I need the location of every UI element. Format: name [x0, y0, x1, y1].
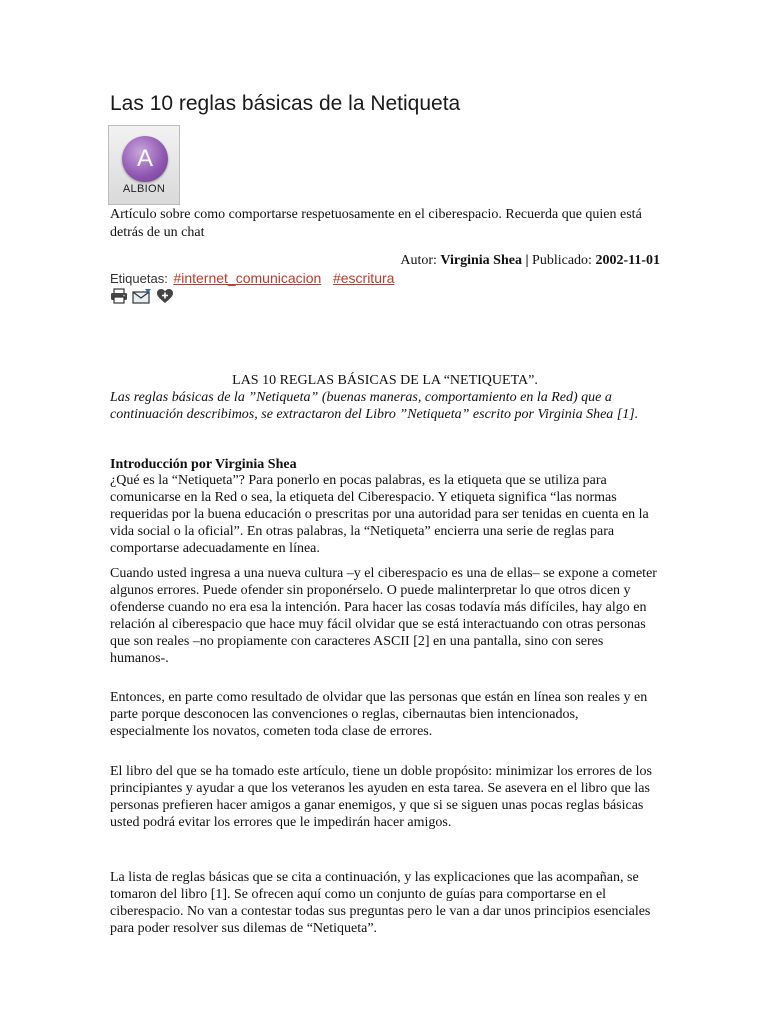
- published-date: 2002-11-01: [595, 253, 660, 268]
- body-paragraph: ¿Qué es la “Netiqueta”? Para ponerlo en pocas palabras, es la etiqueta que se utiliza para comunicarse en la Red o sea, la etiqueta del Ciberespacio. Y etiqueta significa “las normas requeridas por la buena educación o prescritas por una autoridad para ser tenidas en cuenta en la vida social o la oficial”. En otras palabras, la “Netiqueta” encierra una serie de reglas para comportarse adecuadamente en línea.: [110, 473, 649, 556]
- author-name[interactable]: Virginia Shea: [440, 253, 522, 268]
- logo-letter: A: [122, 136, 168, 182]
- document-heading: LAS 10 REGLAS BÁSICAS DE LA “NETIQUETA”.: [232, 373, 538, 388]
- logo-word: ALBION: [122, 183, 166, 195]
- body-paragraph: El libro del que se ha tomado este artículo, tiene un doble propósito: minimizar los errores de los principiantes y ayudar a que los veteranos les ayuden en esta tarea. Se asevera en el libro que las personas prefieren hacer amigos a ganar enemigos, y que si se siguen unas pocas reglas básicas usted podrá evitar los errores que le impedirán hacer amigos.: [110, 764, 652, 830]
- tag-link[interactable]: #internet_comunicacion: [173, 270, 322, 286]
- body-paragraph: Entonces, en parte como resultado de olvidar que las personas que están en línea son reales y en parte porque desconocen las convenciones o reglas, cibernautas bien intencionados, especialmente los novatos, cometen toda clase de errores.: [110, 690, 648, 739]
- section-heading: Introducción por Virginia Shea: [110, 457, 297, 472]
- body-paragraph: Cuando usted ingresa a una nueva cultura –y el ciberespacio es una de ellas– se expone a cometer algunos errores. Puede ofender sin proponérselo. O puede malinterpretar lo que otros dicen y ofenderse cuando no era esa la intención. Para hacer las cosas todavía más difíciles, hay algo en relación al ciberespacio que hace muy fácil olvidar que se está interactuando con otras personas que son reales –no propiamente con caracteres ASCII [2] en una pantalla, sino con seres humanos-.: [110, 566, 657, 666]
- printer-icon[interactable]: [110, 288, 128, 304]
- document-intro: Las reglas básicas de la ”Netiqueta” (buenas maneras, comportamiento en la Red) que a continuación describimos, se extractaron del Libro ”Netiqueta” escrito por Virginia Shea [1].: [110, 390, 639, 422]
- tags-row: [110, 269, 400, 288]
- tag-link[interactable]: #escritura: [332, 270, 395, 286]
- email-icon[interactable]: [132, 288, 152, 304]
- albion-logo[interactable]: [108, 125, 180, 205]
- page-title: Las 10 reglas básicas de la Netiqueta: [110, 92, 461, 115]
- article-summary: Artículo sobre como comportarse respetuosamente en el ciberespacio. Recuerda que quien está detrás de un chat: [110, 207, 642, 240]
- article-meta: [110, 252, 660, 270]
- favorite-heart-icon[interactable]: [156, 288, 174, 304]
- published-label: Publicado:: [532, 253, 592, 268]
- body-paragraph: La lista de reglas básicas que se cita a continuación, y las explicaciones que las acompañan, se tomaron del libro [1]. Se ofrecen aquí como un conjunto de guías para comportarse en el ciberespacio. No van a contestar todas sus preguntas pero le van a dar unos principios esenciales para poder resolver sus dilemas de “Netiqueta”.: [110, 870, 651, 936]
- share-actions: [110, 287, 174, 305]
- author-label: Autor:: [400, 253, 437, 268]
- tags-label: Etiquetas:: [110, 271, 168, 286]
- meta-separator: |: [525, 253, 529, 268]
